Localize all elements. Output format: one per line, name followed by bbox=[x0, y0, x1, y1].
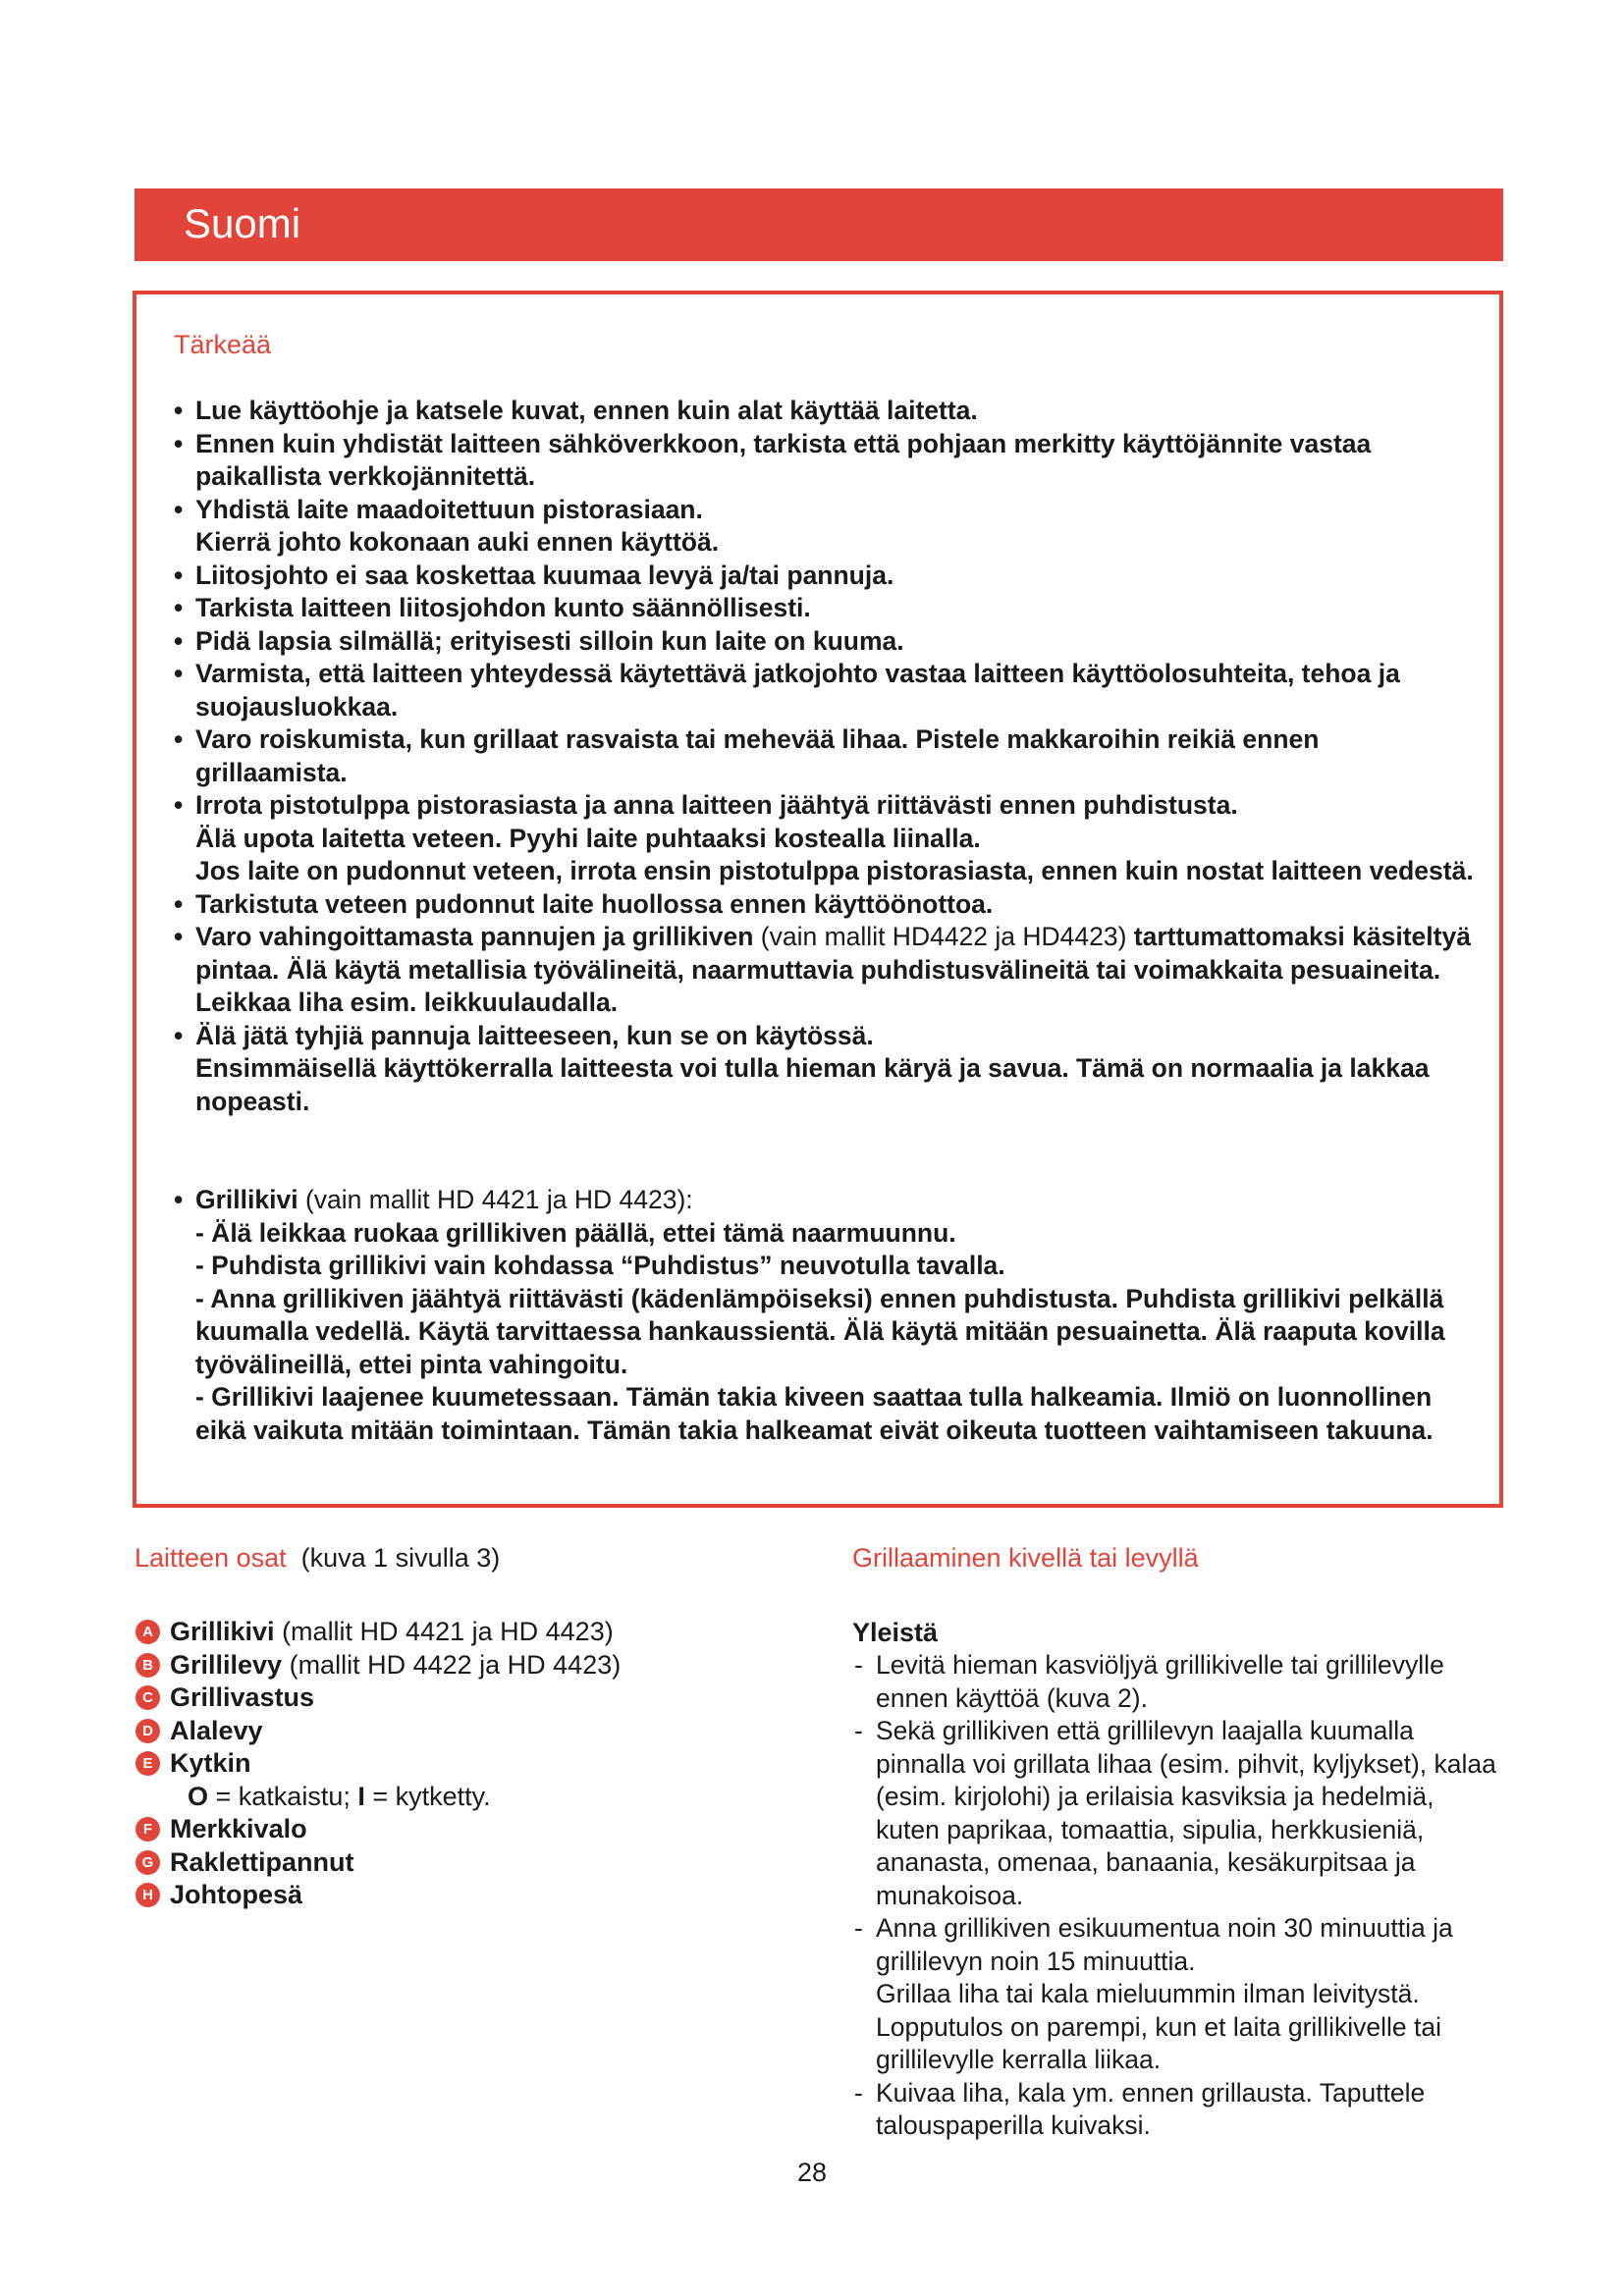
list-item: A Grillikivi (mallit HD 4421 ja HD 4423) bbox=[135, 1616, 763, 1649]
list-item: • Varo vahingoittamasta pannujen ja grillikiven (vain mallit HD4422 ja HD4423) tarttumattomaksi käsiteltyä pintaa. Älä käytä metallisia työvälineitä, naarmuttavia puhdistusvälineitä tai voimakkaita pesuaineita. Leikkaa liha esim. leikkuulaudalla. bbox=[172, 921, 1478, 1020]
list-item: • Varmista, että laitteen yhteydessä käytettävä jatkojohto vastaa laitteen käyttöolosuhteita, tehoa ja suojausluokkaa. bbox=[172, 658, 1478, 723]
grilling-heading: Grillaaminen kivellä tai levyllä bbox=[852, 1543, 1199, 1573]
list-item: • Tarkistuta veteen pudonnut laite huollossa ennen käyttöönottoa. bbox=[172, 888, 1478, 922]
parts-list bbox=[135, 1616, 763, 1912]
page-number: 28 bbox=[796, 2158, 828, 2187]
list-item: - Puhdista grillikivi vain kohdassa “Puhdistus” neuvotulla tavalla. bbox=[195, 1251, 1005, 1280]
grillstone-notes bbox=[172, 1184, 1478, 1447]
list-item: - Levitä hieman kasviöljyä grillikivelle tai grillilevylle ennen käyttöä (kuva 2). bbox=[852, 1649, 1500, 1715]
list-item: D Alalevy bbox=[135, 1715, 763, 1748]
list-item: H Johtopesä bbox=[135, 1879, 763, 1912]
list-item: - Anna grillikiven jäähtyä riittävästi (kädenlämpöiseksi) ennen puhdistusta. Puhdista grillikivi pelkällä kuumalla vedellä. Käytä tarvittaessa hankaussientä. Älä käytä mitään pesuainetta. Älä raaputa kovilla työvälineillä, ettei pinta vahingoitu. bbox=[195, 1283, 1445, 1379]
switch-note: O = katkaistu; I = kytketty. bbox=[188, 1781, 491, 1811]
parts-heading: Laitteen osat (kuva 1 sivulla 3) bbox=[135, 1543, 501, 1573]
list-item: G Raklettipannut bbox=[135, 1846, 763, 1880]
badge-d: D bbox=[135, 1719, 160, 1743]
list-item: B Grillilevy (mallit HD 4422 ja HD 4423) bbox=[135, 1649, 763, 1682]
list-item: - Anna grillikiven esikuumentua noin 30 minuuttia ja grillilevyn noin 15 minuuttia. Grillaa liha tai kala mieluummin ilman leivitystä. Lopputulos on parempi, kun et laita grillikivelle tai grillilevylle kerralla liikaa. bbox=[852, 1912, 1500, 2077]
important-box bbox=[133, 291, 1503, 1508]
list-item: • Ennen kuin yhdistät laitteen sähköverkkoon, tarkista että pohjaan merkitty käyttöjännite vastaa paikallista verkkojännitettä. bbox=[172, 428, 1478, 494]
important-list bbox=[172, 395, 1478, 1118]
badge-a: A bbox=[135, 1620, 160, 1644]
grilling-list bbox=[852, 1649, 1500, 2143]
page-title: Suomi bbox=[184, 200, 301, 246]
important-heading: Tärkeää bbox=[174, 330, 272, 359]
badge-h: H bbox=[135, 1883, 160, 1907]
list-item: C Grillivastus bbox=[135, 1682, 763, 1715]
badge-f: F bbox=[135, 1817, 160, 1842]
grilling-subheading: Yleistä bbox=[852, 1618, 939, 1647]
grillstone-intro: • Grillikivi (vain mallit HD 4421 ja HD 4423): bbox=[172, 1184, 1478, 1217]
badge-e: E bbox=[135, 1751, 160, 1776]
list-item: • Älä jätä tyhjiä pannuja laitteeseen, kun se on käytössä. Ensimmäisellä käyttökerralla laitteesta voi tulla hieman käryä ja savua. Tämä on normaalia ja lakkaa nopeasti. bbox=[172, 1020, 1478, 1119]
list-item: • Lue käyttöohje ja katsele kuvat, ennen kuin alat käyttää laitetta. bbox=[172, 395, 1478, 428]
language-header-bar bbox=[135, 188, 1503, 261]
list-item: • Tarkista laitteen liitosjohdon kunto säännöllisesti. bbox=[172, 592, 1478, 625]
badge-c: C bbox=[135, 1685, 160, 1710]
list-item: F Merkkivalo bbox=[135, 1813, 763, 1846]
list-item: - Grillikivi laajenee kuumetessaan. Tämän takia kiveen saattaa tulla halkeamia. Ilmiö on luonnollinen eikä vaikuta mitään toimintaan. Tämän takia halkeamat eivät oikeuta tuotteen vaihtamiseen takuuna. bbox=[195, 1382, 1434, 1445]
badge-b: B bbox=[135, 1653, 160, 1678]
list-item: - Kuivaa liha, kala ym. ennen grillausta. Taputtele talouspaperilla kuivaksi. bbox=[852, 2077, 1500, 2143]
list-item: • Pidä lapsia silmällä; erityisesti silloin kun laite on kuuma. bbox=[172, 625, 1478, 659]
list-item: • Yhdistä laite maadoitettuun pistorasiaan. Kierrä johto kokonaan auki ennen käyttöä. bbox=[172, 494, 1478, 560]
grilling-section bbox=[852, 1541, 1500, 2143]
parts-section bbox=[135, 1541, 763, 1912]
list-item: - Sekä grillikiven että grillilevyn laajalla kuumalla pinnalla voi grillata lihaa (esim. pihvit, kyljykset), kalaa (esim. kirjolohi) ja erilaisia kasviksia ja hedelmiä, kuten paprikaa, tomaattia, sipulia, herkkusieniä, ananasta, omenaa, banaania, kesäkurpitsaa ja munakoisoa. bbox=[852, 1715, 1500, 1912]
list-item: - Älä leikkaa ruokaa grillikiven päällä, ettei tämä naarmuunnu. bbox=[195, 1217, 956, 1248]
list-item: E Kytkin bbox=[135, 1747, 763, 1781]
list-item: • Irrota pistotulppa pistorasiasta ja anna laitteen jäähtyä riittävästi ennen puhdistusta. Älä upota laitetta veteen. Pyyhi laite puhtaaksi kostealla liinalla. Jos laite on pudonnut veteen, irrota ensin pistotulppa pistorasiasta, ennen kuin nostat laitteen vedestä. bbox=[172, 789, 1478, 888]
list-item: • Liitosjohto ei saa koskettaa kuumaa levyä ja/tai pannuja. bbox=[172, 560, 1478, 593]
list-item: • Varo roiskumista, kun grillaat rasvaista tai mehevää lihaa. Pistele makkaroihin reikiä ennen grillaamista. bbox=[172, 723, 1478, 789]
badge-g: G bbox=[135, 1850, 160, 1875]
